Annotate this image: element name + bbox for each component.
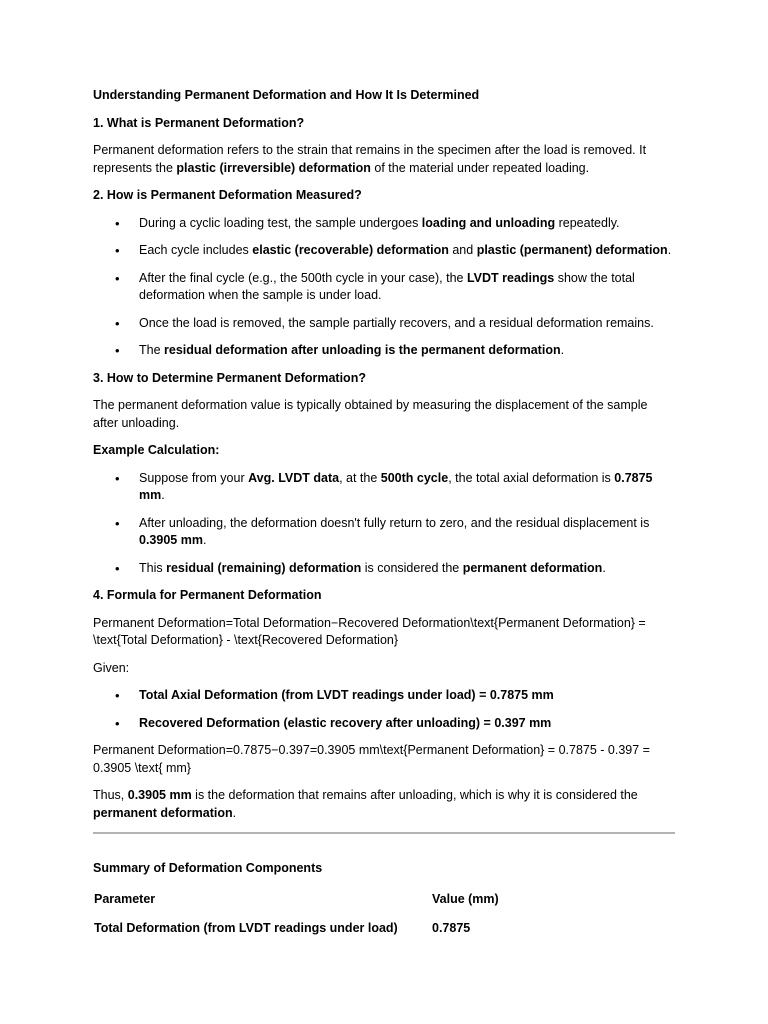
- bullet-icon: •: [115, 243, 120, 258]
- bullet-icon: •: [115, 270, 120, 286]
- list-item: • After the final cycle (e.g., the 500th cycle in your case), the LVDT readings show the total deformation when the sample is under load.: [115, 270, 635, 302]
- horizontal-divider: [93, 832, 675, 834]
- list-item: • Once the load is removed, the sample partially recovers, and a residual deformation remains.: [115, 315, 654, 331]
- list-item: • Each cycle includes elastic (recoverable) deformation and plastic (permanent) deformation.: [115, 243, 672, 258]
- bullet-icon: •: [115, 470, 120, 486]
- table-cell-value: 0.7875: [432, 921, 471, 935]
- list-item: • Recovered Deformation (elastic recovery after unloading) = 0.397 mm: [115, 715, 552, 731]
- list-item: • This residual (remaining) deformation is considered the permanent deformation.: [115, 560, 606, 576]
- bullet-icon: •: [115, 688, 120, 703]
- bullet-icon: •: [115, 560, 120, 576]
- section-2-heading: 2. How is Permanent Deformation Measured?: [93, 188, 362, 202]
- bullet-icon: •: [115, 315, 120, 331]
- summary-heading: Summary of Deformation Components: [93, 861, 323, 875]
- section-2-list: [93, 215, 675, 360]
- list-item: • Suppose from your Avg. LVDT data, at the 500th cycle, the total axial deformation is 0.7875 mm.: [115, 470, 653, 502]
- document-title: Understanding Permanent Deformation and How It Is Determined: [93, 88, 480, 102]
- document-body: [93, 87, 675, 948]
- section-4-heading: 4. Formula for Permanent Deformation: [93, 588, 322, 602]
- example-heading: Example Calculation:: [93, 443, 220, 457]
- calculation-text: Permanent Deformation=0.7875−0.397=0.3905 mm\text{Permanent Deformation} = 0.7875 - 0.397 = 0.3905 \text{ mm}: [93, 743, 650, 775]
- formula-text: Permanent Deformation=Total Deformation−Recovered Deformation\text{Permanent Deformation} = \text{Total Deformation} - \text{Recovered Deformation}: [93, 615, 646, 647]
- section-3-heading: 3. How to Determine Permanent Deformation?: [93, 370, 366, 385]
- bullet-icon: •: [115, 215, 120, 231]
- list-item: • Total Axial Deformation (from LVDT readings under load) = 0.7875 mm: [115, 688, 554, 703]
- table-row: [93, 920, 513, 948]
- column-header-value: Value (mm): [432, 891, 499, 906]
- table-header-row: [93, 891, 513, 921]
- conclusion-paragraph: Thus, 0.3905 mm is the deformation that remains after unloading, which is why it is considered the permanent deformation.: [93, 788, 638, 820]
- summary-table: [93, 891, 513, 948]
- list-item: • During a cyclic loading test, the sample undergoes loading and unloading repeatedly.: [115, 215, 620, 231]
- list-item: • After unloading, the deformation doesn't fully return to zero, and the residual displacement is 0.3905 mm.: [115, 515, 650, 547]
- section-3-list: [93, 470, 675, 578]
- column-header-parameter: Parameter: [94, 891, 156, 906]
- section-3-paragraph: The permanent deformation value is typically obtained by measuring the displacement of the sample after unloading.: [93, 398, 648, 430]
- given-list: [93, 687, 675, 732]
- given-label: Given:: [93, 660, 130, 675]
- section-1-paragraph: Permanent deformation refers to the strain that remains in the specimen after the load is removed. It represents the plastic (irreversible) deformation of the material under repeated loading.: [93, 143, 647, 175]
- bullet-icon: •: [115, 715, 120, 731]
- table-cell-parameter: Total Deformation (from LVDT readings under load): [94, 921, 398, 935]
- bullet-icon: •: [115, 515, 120, 531]
- section-1-heading: 1. What is Permanent Deformation?: [93, 115, 305, 130]
- list-item: • The residual deformation after unloading is the permanent deformation.: [115, 343, 565, 358]
- bullet-icon: •: [115, 343, 120, 358]
